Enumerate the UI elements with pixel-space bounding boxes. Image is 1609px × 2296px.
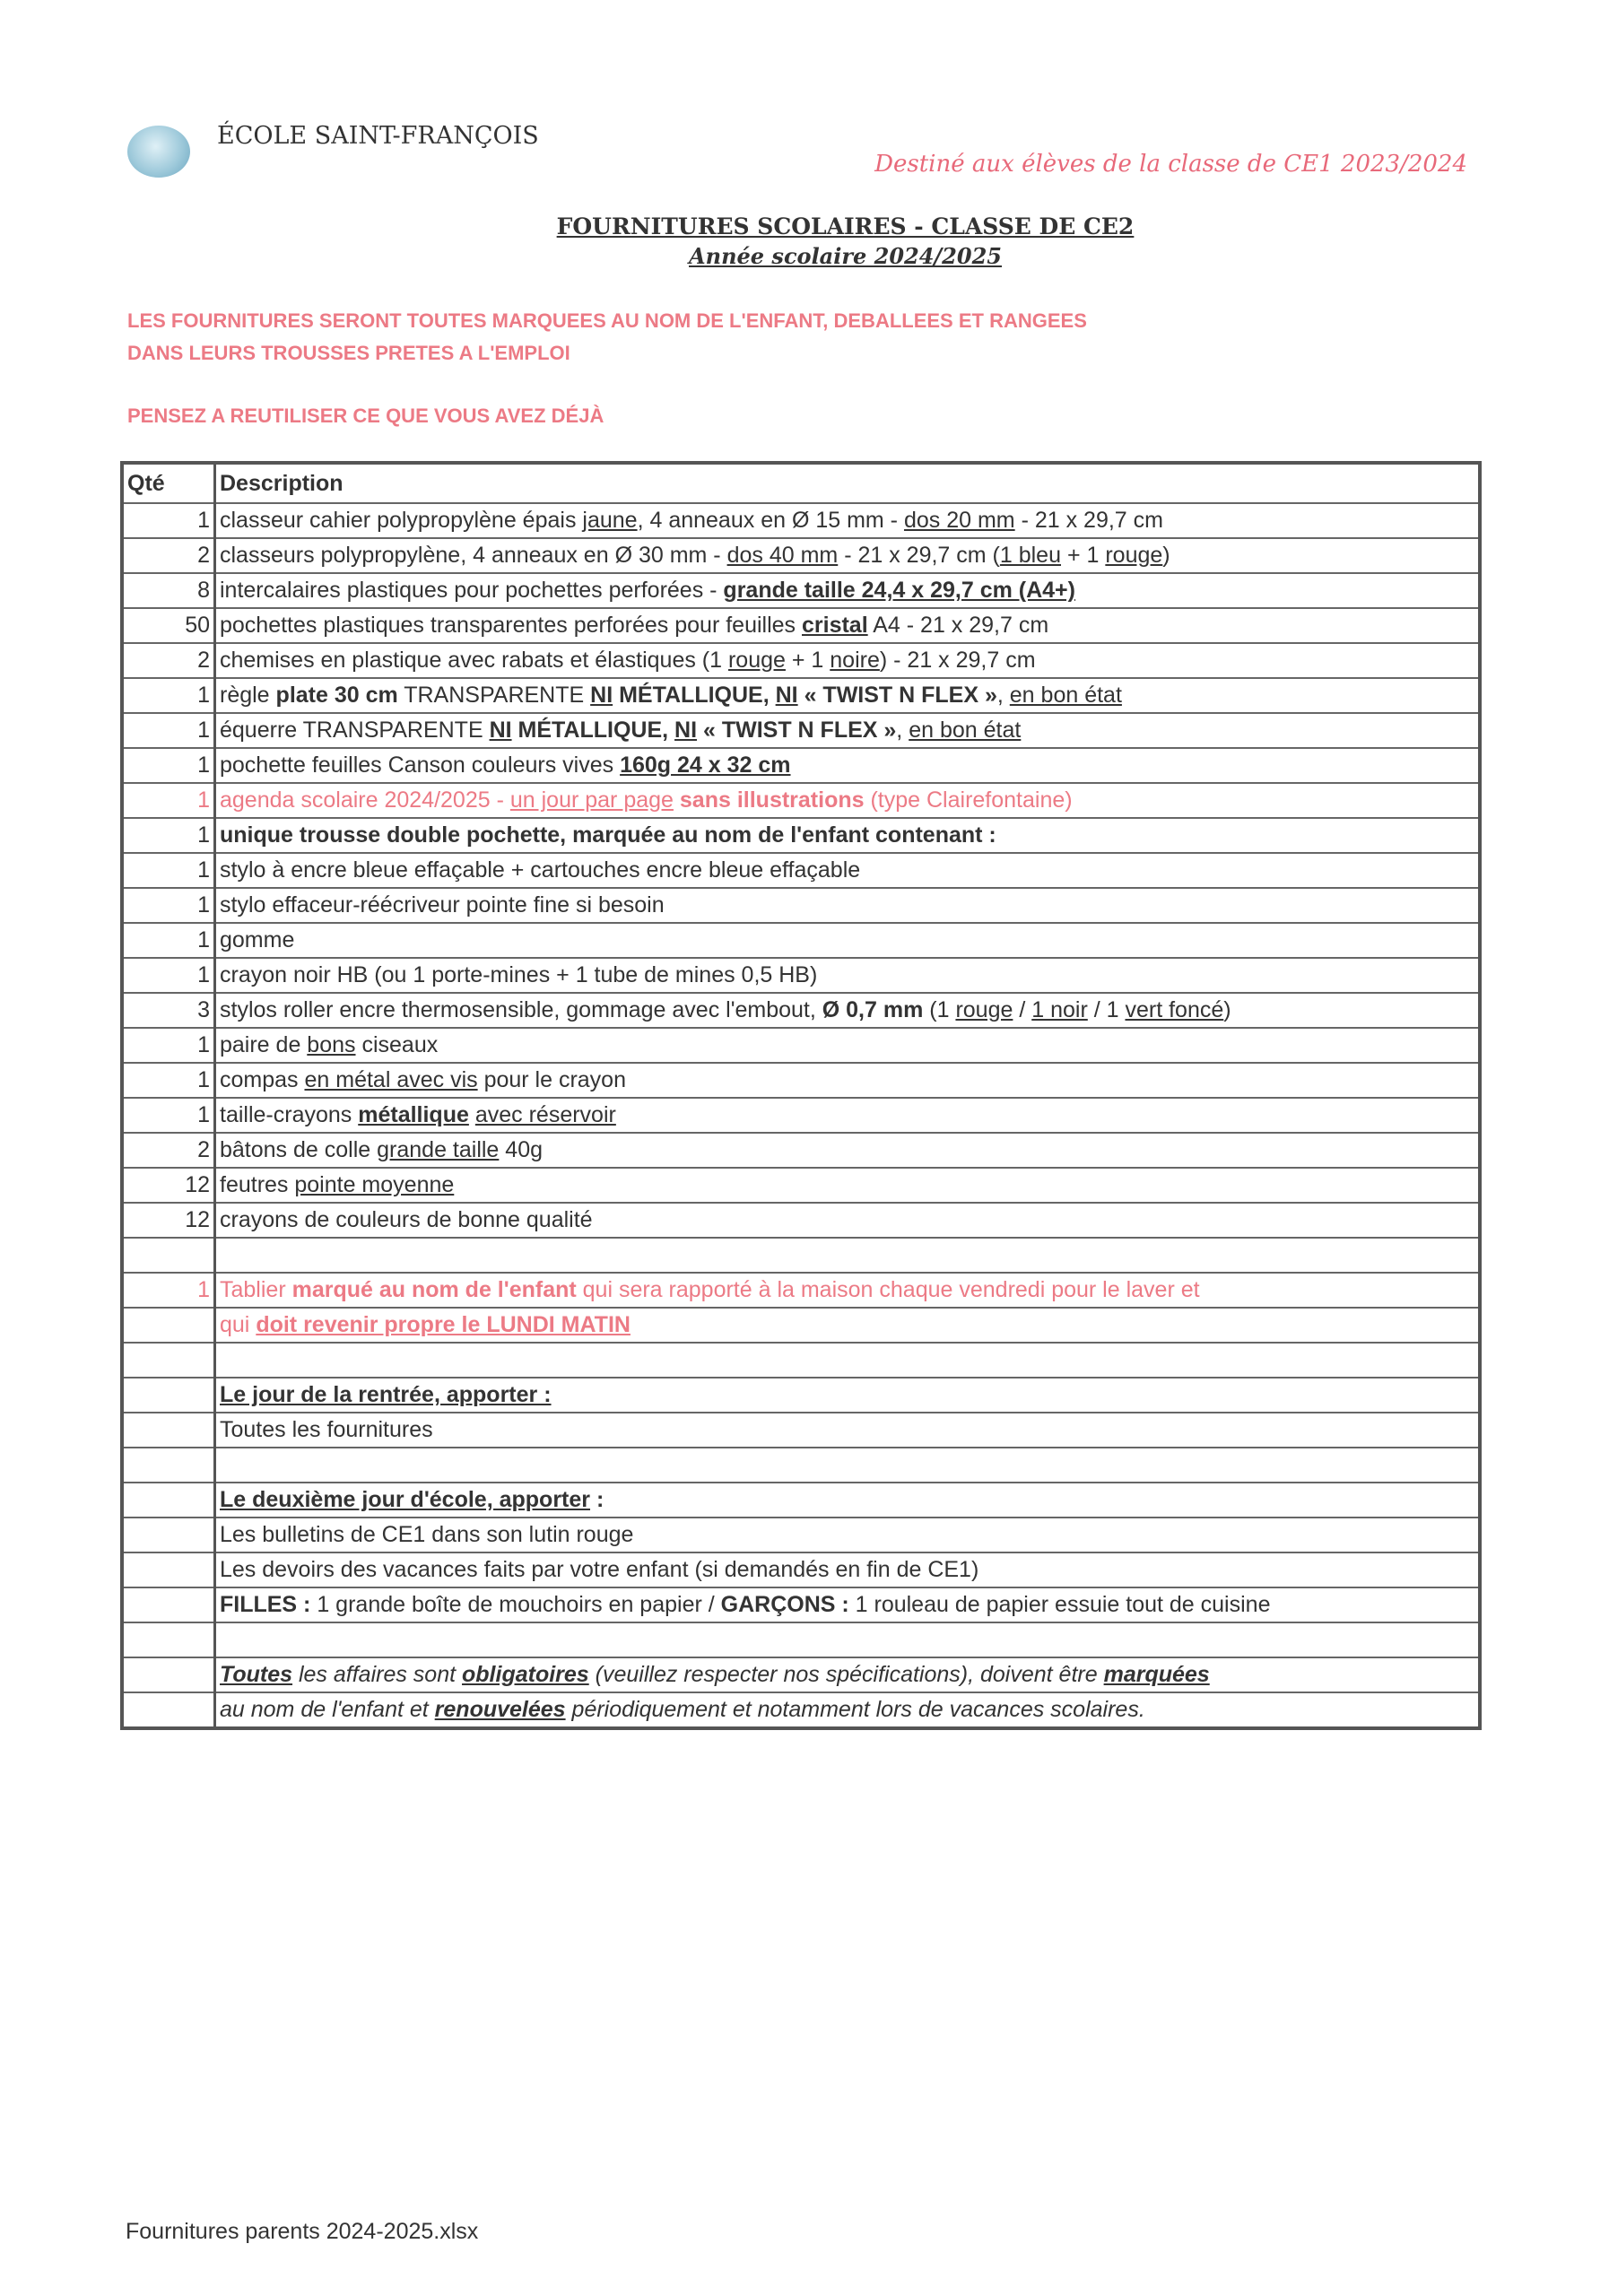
row-description <box>215 643 1481 678</box>
row-qty: 1 <box>122 783 215 818</box>
row-description <box>215 1063 1481 1098</box>
description-segment: NI <box>674 718 698 743</box>
table-row <box>122 1098 1480 1133</box>
description-segment: (type Clairefontaine) <box>864 787 1073 813</box>
description-segment: + 1 <box>785 648 831 673</box>
row-qty: 1 <box>122 818 215 853</box>
row-qty: 1 <box>122 1063 215 1098</box>
target-class-note: Destiné aux élèves de la classe de CE1 2023/2024 <box>874 151 1467 178</box>
description-segment: grande taille 24,4 x 29,7 cm (A4+) <box>723 578 1075 603</box>
row-qty <box>122 1483 215 1518</box>
description-segment: les affaires sont <box>292 1662 463 1687</box>
table-row <box>122 1413 1480 1448</box>
description-segment: stylo à encre bleue effaçable + cartouches encre bleue effaçable <box>220 857 861 883</box>
description-segment: qui <box>220 1312 257 1337</box>
row-qty: 3 <box>122 993 215 1028</box>
row-description <box>215 1518 1481 1552</box>
row-description <box>215 1273 1481 1308</box>
row-qty <box>122 1378 215 1413</box>
row-description <box>215 888 1481 923</box>
description-segment: plate 30 cm <box>275 683 398 708</box>
description-segment: sans illustrations <box>679 787 865 813</box>
table-row <box>122 1028 1480 1063</box>
description-segment: rouge <box>955 997 1013 1022</box>
row-description <box>215 1378 1481 1413</box>
supplies-table <box>120 461 1482 1730</box>
table-row <box>122 1203 1480 1238</box>
table-row <box>122 1518 1480 1552</box>
row-description <box>215 678 1481 713</box>
labeling-notice <box>127 305 1087 370</box>
description-segment: équerre TRANSPARENTE <box>220 718 490 743</box>
description-segment: 1 noir <box>1031 997 1088 1022</box>
description-segment: Toutes <box>220 1662 293 1687</box>
table-row <box>122 1168 1480 1203</box>
description-segment: - 21 x 29,7 cm <box>1014 508 1163 533</box>
description-segment: feutres <box>220 1172 295 1197</box>
table-row <box>122 538 1480 573</box>
description-segment: Toutes les fournitures <box>220 1417 433 1442</box>
row-qty: 2 <box>122 643 215 678</box>
labeling-notice-line-2: DANS LEURS TROUSSES PRETES A L'EMPLOI <box>127 342 570 364</box>
description-segment: « TWIST N FLEX » <box>797 683 997 708</box>
description-segment: , 4 anneaux en Ø 15 mm - <box>637 508 904 533</box>
description-segment: taille-crayons <box>220 1102 359 1127</box>
row-qty <box>122 1238 215 1273</box>
description-segment: jaune <box>582 508 638 533</box>
description-segment: renouvelées <box>434 1697 566 1722</box>
row-description <box>215 853 1481 888</box>
description-segment: marqué au nom de l'enfant <box>291 1277 577 1302</box>
table-row <box>122 608 1480 643</box>
table-row <box>122 853 1480 888</box>
row-description <box>215 818 1481 853</box>
row-qty: 1 <box>122 853 215 888</box>
description-segment: ) <box>1223 997 1231 1022</box>
description-segment: avec réservoir <box>474 1102 616 1127</box>
description-segment: au nom de l'enfant et <box>220 1697 435 1722</box>
description-segment <box>469 1102 475 1127</box>
description-segment: doit revenir propre le LUNDI MATIN <box>256 1312 631 1337</box>
row-qty: 1 <box>122 503 215 538</box>
row-description <box>215 1343 1481 1378</box>
description-segment: MÉTALLIQUE, <box>511 718 675 743</box>
description-segment: règle <box>220 683 276 708</box>
description-segment: en bon état <box>1009 683 1122 708</box>
labeling-notice-line-1: LES FOURNITURES SERONT TOUTES MARQUEES AU NOM DE L'ENFANT, DEBALLEES ET RANGEES <box>127 309 1087 332</box>
row-description <box>215 1028 1481 1063</box>
row-description <box>215 783 1481 818</box>
description-segment: pochettes plastiques transparentes perforées pour feuilles <box>220 613 802 638</box>
table-row <box>122 1378 1480 1413</box>
row-description <box>215 1483 1481 1518</box>
row-qty: 1 <box>122 958 215 993</box>
description-segment: , <box>896 718 909 743</box>
description-segment: rouge <box>1105 543 1163 568</box>
table-row <box>122 958 1480 993</box>
description-segment <box>674 787 680 813</box>
description-segment: NI <box>489 718 512 743</box>
row-qty: 1 <box>122 923 215 958</box>
description-segment: marquées <box>1103 1662 1210 1687</box>
table-row <box>122 923 1480 958</box>
row-description <box>215 1692 1481 1728</box>
description-segment: ) - 21 x 29,7 cm <box>879 648 1036 673</box>
file-name-footer: Fournitures parents 2024-2025.xlsx <box>126 2219 479 2244</box>
description-segment: grande taille <box>377 1137 500 1162</box>
description-segment: / 1 <box>1087 997 1126 1022</box>
table-row <box>122 1308 1480 1343</box>
row-qty: 1 <box>122 748 215 783</box>
description-segment: noire <box>830 648 880 673</box>
description-segment: Tablier <box>220 1277 292 1302</box>
row-qty <box>122 1587 215 1622</box>
description-segment: 1 bleu <box>999 543 1061 568</box>
description-segment: un jour par page <box>509 787 674 813</box>
description-segment: gomme <box>220 927 295 952</box>
description-segment: crayon noir HB (ou 1 porte-mines + 1 tube de mines 0,5 HB) <box>220 962 818 987</box>
description-segment: obligatoires <box>462 1662 589 1687</box>
row-qty: 1 <box>122 1098 215 1133</box>
row-qty: 12 <box>122 1203 215 1238</box>
row-description <box>215 573 1481 608</box>
row-qty: 1 <box>122 888 215 923</box>
row-qty: 1 <box>122 678 215 713</box>
row-description <box>215 1657 1481 1692</box>
description-segment: vert foncé <box>1125 997 1224 1022</box>
description-segment: 40g <box>499 1137 544 1162</box>
description-segment: paire de <box>220 1032 308 1057</box>
row-description <box>215 713 1481 748</box>
description-segment: FILLES : <box>220 1592 311 1617</box>
table-row <box>122 818 1480 853</box>
row-description <box>215 608 1481 643</box>
row-description <box>215 1133 1481 1168</box>
row-qty: 1 <box>122 1028 215 1063</box>
description-segment: classeur cahier polypropylène épais <box>220 508 583 533</box>
row-description <box>215 1448 1481 1483</box>
description-segment: 1 rouleau de papier essuie tout de cuisine <box>848 1592 1271 1617</box>
description-segment: bâtons de colle <box>220 1137 378 1162</box>
row-description <box>215 1238 1481 1273</box>
description-segment: compas <box>220 1067 305 1092</box>
description-segment: rouge <box>727 648 786 673</box>
description-segment: (veuillez respecter nos spécifications), doivent être <box>588 1662 1104 1687</box>
description-segment: (1 <box>923 997 956 1022</box>
table-row <box>122 888 1480 923</box>
row-qty <box>122 1343 215 1378</box>
table-row <box>122 1133 1480 1168</box>
row-qty <box>122 1622 215 1657</box>
description-segment: dos 20 mm <box>903 508 1015 533</box>
table-row <box>122 1622 1480 1657</box>
description-segment: pointe moyenne <box>294 1172 455 1197</box>
table-row <box>122 783 1480 818</box>
table-row <box>122 1273 1480 1308</box>
reuse-notice: PENSEZ A REUTILISER CE QUE VOUS AVEZ DÉJÀ <box>127 404 604 427</box>
description-segment: Les devoirs des vacances faits par votre enfant (si demandés en fin de CE1) <box>220 1557 979 1582</box>
row-qty: 2 <box>122 1133 215 1168</box>
description-segment: crayons de couleurs de bonne qualité <box>220 1207 593 1232</box>
description-segment: , <box>996 683 1010 708</box>
table-row <box>122 748 1480 783</box>
description-segment: unique trousse double pochette, marquée au nom de l'enfant contenant : <box>220 822 996 848</box>
description-segment: MÉTALLIQUE, <box>613 683 776 708</box>
row-description <box>215 1413 1481 1448</box>
description-segment: périodiquement et notamment lors de vacances scolaires. <box>565 1697 1145 1722</box>
row-description <box>215 923 1481 958</box>
row-qty <box>122 1518 215 1552</box>
description-segment: en métal avec vis <box>304 1067 478 1092</box>
description-segment: NI <box>590 683 613 708</box>
table-row <box>122 643 1480 678</box>
description-segment: pochette feuilles Canson couleurs vives <box>220 752 621 778</box>
description-segment: + 1 <box>1061 543 1106 568</box>
table-row <box>122 1483 1480 1518</box>
row-description <box>215 538 1481 573</box>
description-segment: ciseaux <box>355 1032 439 1057</box>
row-description <box>215 1622 1481 1657</box>
description-segment: métallique <box>358 1102 469 1127</box>
description-segment: / <box>1013 997 1032 1022</box>
row-qty: 50 <box>122 608 215 643</box>
column-header-qty: Qté <box>122 463 215 503</box>
description-segment: en bon état <box>909 718 1022 743</box>
row-description <box>215 503 1481 538</box>
table-row <box>122 1238 1480 1273</box>
row-description <box>215 1168 1481 1203</box>
description-segment: classeurs polypropylène, 4 anneaux en Ø 30 mm - <box>220 543 727 568</box>
description-segment: pour le crayon <box>477 1067 626 1092</box>
table-row <box>122 1343 1480 1378</box>
description-segment: Les bulletins de CE1 dans son lutin rouge <box>220 1522 634 1547</box>
description-segment: stylos roller encre thermosensible, gommage avec l'embout, <box>220 997 822 1022</box>
description-segment: 160g 24 x 32 cm <box>620 752 791 778</box>
description-segment: NI <box>775 683 798 708</box>
description-segment: - 21 x 29,7 cm ( <box>838 543 1000 568</box>
row-description <box>215 1098 1481 1133</box>
description-segment: A4 - 21 x 29,7 cm <box>867 613 1049 638</box>
description-segment: TRANSPARENTE <box>397 683 591 708</box>
description-segment: : <box>590 1487 604 1512</box>
description-segment: Ø 0,7 mm <box>822 997 924 1022</box>
table-row <box>122 1692 1480 1728</box>
description-segment: « TWIST N FLEX » <box>697 718 897 743</box>
description-segment: qui sera rapporté à la maison chaque vendredi pour le laver et <box>576 1277 1200 1302</box>
page-subtitle: Année scolaire 2024/2025 <box>689 243 1002 269</box>
table-row <box>122 713 1480 748</box>
description-segment: intercalaires plastiques pour pochettes perforées - <box>220 578 724 603</box>
table-row <box>122 1587 1480 1622</box>
table-row <box>122 1063 1480 1098</box>
table-row <box>122 678 1480 713</box>
page-title: FOURNITURES SCOLAIRES - CLASSE DE CE2 <box>556 213 1135 239</box>
description-segment: Le deuxième jour d'école, apporter <box>220 1487 591 1512</box>
row-qty: 1 <box>122 713 215 748</box>
row-qty: 12 <box>122 1168 215 1203</box>
table-row <box>122 573 1480 608</box>
row-qty <box>122 1657 215 1692</box>
row-qty <box>122 1308 215 1343</box>
description-segment: stylo effaceur-réécriveur pointe fine si besoin <box>220 892 665 918</box>
row-description <box>215 958 1481 993</box>
row-description <box>215 1587 1481 1622</box>
table-row <box>122 1448 1480 1483</box>
description-segment: Le jour de la rentrée, apporter : <box>220 1382 552 1407</box>
table-row <box>122 503 1480 538</box>
description-segment: ) <box>1162 543 1170 568</box>
description-segment: dos 40 mm <box>726 543 839 568</box>
description-segment: bons <box>307 1032 356 1057</box>
table-row <box>122 1657 1480 1692</box>
row-description <box>215 748 1481 783</box>
row-qty <box>122 1448 215 1483</box>
row-qty <box>122 1692 215 1728</box>
row-description <box>215 1552 1481 1587</box>
row-qty: 8 <box>122 573 215 608</box>
row-qty: 1 <box>122 1273 215 1308</box>
row-description <box>215 1308 1481 1343</box>
school-name: ÉCOLE SAINT-FRANÇOIS <box>217 122 539 150</box>
row-description <box>215 1203 1481 1238</box>
row-description <box>215 993 1481 1028</box>
description-segment: 1 grande boîte de mouchoirs en papier / <box>310 1592 721 1617</box>
description-segment: GARÇONS : <box>720 1592 849 1617</box>
description-segment: cristal <box>802 613 868 638</box>
row-qty: 2 <box>122 538 215 573</box>
table-row <box>122 993 1480 1028</box>
description-segment: chemises en plastique avec rabats et élastiques (1 <box>220 648 728 673</box>
school-logo <box>127 126 190 178</box>
table-row <box>122 1552 1480 1587</box>
row-qty <box>122 1552 215 1587</box>
row-qty <box>122 1413 215 1448</box>
column-header-description: Description <box>215 463 1481 503</box>
table-header-row <box>122 463 1480 503</box>
description-segment: agenda scolaire 2024/2025 - <box>220 787 510 813</box>
title-block <box>0 213 1609 269</box>
